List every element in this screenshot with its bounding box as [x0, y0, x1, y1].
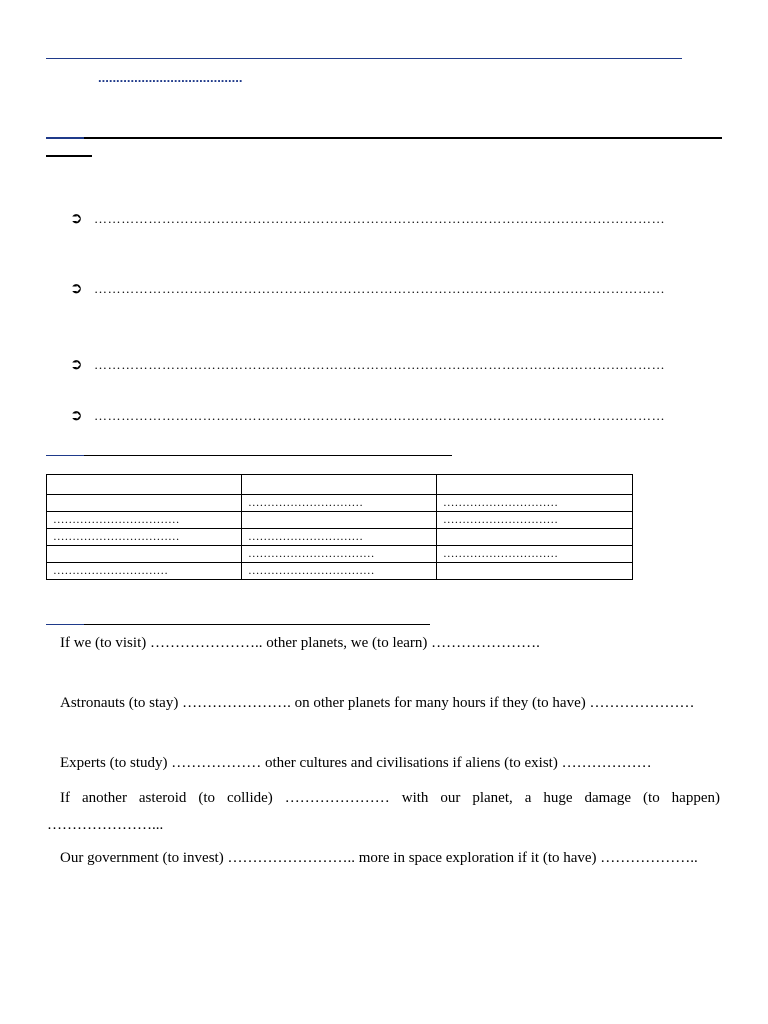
section-c-rule — [84, 624, 430, 625]
section-a-rule-accent — [46, 137, 84, 139]
table-row — [47, 475, 633, 495]
arrow-bullet-icon: ➲ — [70, 209, 83, 227]
table-row — [47, 529, 633, 546]
table-cell[interactable]: ………………………… — [242, 529, 437, 546]
arrow-bullet-icon: ➲ — [70, 355, 83, 373]
table-cell[interactable] — [242, 512, 437, 529]
table-cell[interactable] — [47, 546, 242, 563]
exercise-sentence: Astronauts (to stay) …………………. on other planets for many hours if they (to have) ………………… — [60, 695, 695, 711]
table-cell[interactable] — [47, 495, 242, 512]
section-b-rule-accent — [46, 455, 84, 456]
table-cell[interactable]: ………………………… — [437, 495, 633, 512]
answer-line[interactable]: ……………………………………………………………………………………………………………… — [94, 281, 666, 296]
table-row — [47, 563, 633, 580]
table-cell[interactable] — [437, 563, 633, 580]
table-row — [47, 495, 633, 512]
table-cell[interactable]: …………………………… — [47, 529, 242, 546]
table-cell[interactable]: ………………………… — [437, 512, 633, 529]
bullet-line — [70, 408, 720, 426]
header-rule — [46, 58, 682, 59]
exercise-sentence: Experts (to study) ……………… other cultures and civilisations if aliens (to exist) ……………… — [60, 755, 652, 771]
bullet-line — [70, 281, 720, 299]
arrow-bullet-icon: ➲ — [70, 279, 83, 297]
table-cell[interactable] — [242, 475, 437, 495]
table-row — [47, 512, 633, 529]
name-dots: ........................................ — [98, 70, 243, 85]
exercise-sentence: If we (to visit) ………………….. other planets, we (to learn) …………………. — [60, 635, 540, 651]
exercise-sentence: Our government (to invest) …………………….. more in space exploration if it (to have) ……………….. — [60, 850, 698, 866]
table-row — [47, 546, 633, 563]
answer-line[interactable]: ……………………………………………………………………………………………………………… — [94, 211, 666, 226]
exercise-sentence: If another asteroid (to collide) ………………… with our planet, a huge damage (to happen) — [60, 790, 720, 806]
section-b-rule — [84, 455, 452, 456]
section-a-rule — [84, 137, 722, 139]
table-cell[interactable]: ………………………… — [437, 546, 633, 563]
fill-in-table — [46, 474, 633, 580]
exercise-sentence-continuation: …………………... — [47, 817, 164, 833]
table-cell[interactable] — [437, 529, 633, 546]
answer-line[interactable]: ……………………………………………………………………………………………………………… — [94, 357, 666, 372]
arrow-bullet-icon: ➲ — [70, 406, 83, 424]
answer-line[interactable]: ……………………………………………………………………………………………………………… — [94, 408, 666, 423]
table-cell[interactable]: ………………………… — [47, 563, 242, 580]
section-a-underline — [46, 155, 92, 157]
section-c-rule-accent — [46, 624, 84, 625]
table-cell[interactable]: …………………………… — [242, 546, 437, 563]
table-cell[interactable]: …………………………… — [242, 563, 437, 580]
table-cell[interactable]: ………………………… — [242, 495, 437, 512]
table-cell[interactable] — [437, 475, 633, 495]
bullet-line — [70, 357, 720, 375]
bullet-line — [70, 211, 720, 229]
table-cell[interactable] — [47, 475, 242, 495]
table-cell[interactable]: …………………………… — [47, 512, 242, 529]
